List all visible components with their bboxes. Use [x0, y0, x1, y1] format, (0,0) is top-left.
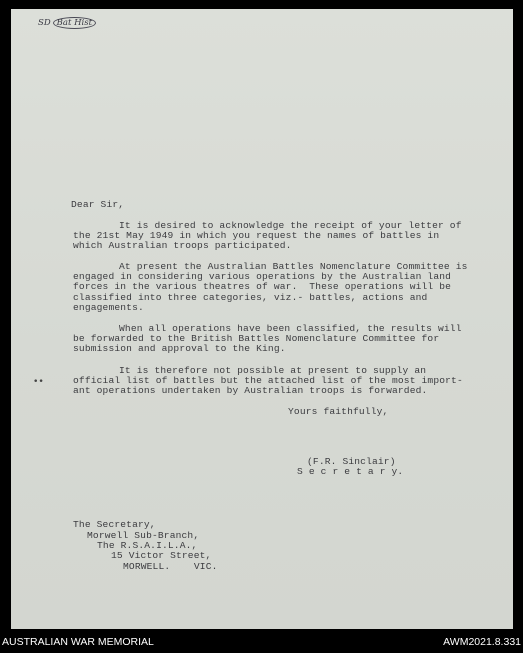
address-line-2: Morwell Sub-Branch,: [87, 530, 200, 541]
closing: Yours faithfully,: [288, 406, 389, 417]
paragraph-1-line-2: the 21st May 1949 in which you request the names of battles in: [73, 230, 440, 241]
paragraph-4-line-3: ant operations undertaken by Australian troops is forwarded.: [73, 385, 428, 396]
handwritten-note-prefix: SD: [38, 18, 51, 28]
paragraph-2-line-4: classified into three categories, viz.- battles, actions and: [73, 292, 428, 303]
letter-page: [11, 9, 513, 629]
paragraph-4-line-2: official list of battles but the attached list of the most import-: [73, 375, 463, 386]
paragraph-3-line-2: be forwarded to the British Battles Nomenclature Committee for: [73, 333, 440, 344]
handwritten-note: [38, 17, 96, 29]
signatory-title: S e c r e t a r y.: [297, 466, 404, 477]
address-line-5: MORWELL. VIC.: [123, 561, 218, 572]
paragraph-3-line-3: submission and approval to the King.: [73, 343, 286, 354]
paragraph-1-line-3: which Australian troops participated.: [73, 240, 292, 251]
footer-institution: AUSTRALIAN WAR MEMORIAL: [2, 636, 154, 648]
paragraph-2-line-1: At present the Australian Battles Nomenclature Committee is: [119, 261, 468, 272]
handwritten-note-circled: Bat Hist: [53, 17, 96, 29]
margin-marks: ••: [33, 377, 44, 387]
address-line-4: 15 Victor Street,: [111, 550, 212, 561]
paragraph-4-line-1: It is therefore not possible at present to supply an: [119, 365, 427, 376]
paragraph-2-line-5: engagements.: [73, 302, 144, 313]
salutation: Dear Sir,: [71, 199, 125, 210]
paragraph-2-line-3: forces in the various theatres of war. These operations will be: [73, 281, 452, 292]
footer-accession-number: AWM2021.8.331: [443, 636, 521, 648]
address-line-1: The Secretary,: [73, 519, 156, 530]
signatory-name: (F.R. Sinclair): [307, 456, 396, 467]
paragraph-1-line-1: It is desired to acknowledge the receipt of your letter of: [119, 220, 462, 231]
paragraph-2-line-2: engaged in considering various operations by the Australian land: [73, 271, 452, 282]
paragraph-3-line-1: When all operations have been classified, the results will: [119, 323, 462, 334]
address-line-3: The R.S.A.I.L.A.,: [97, 540, 198, 551]
